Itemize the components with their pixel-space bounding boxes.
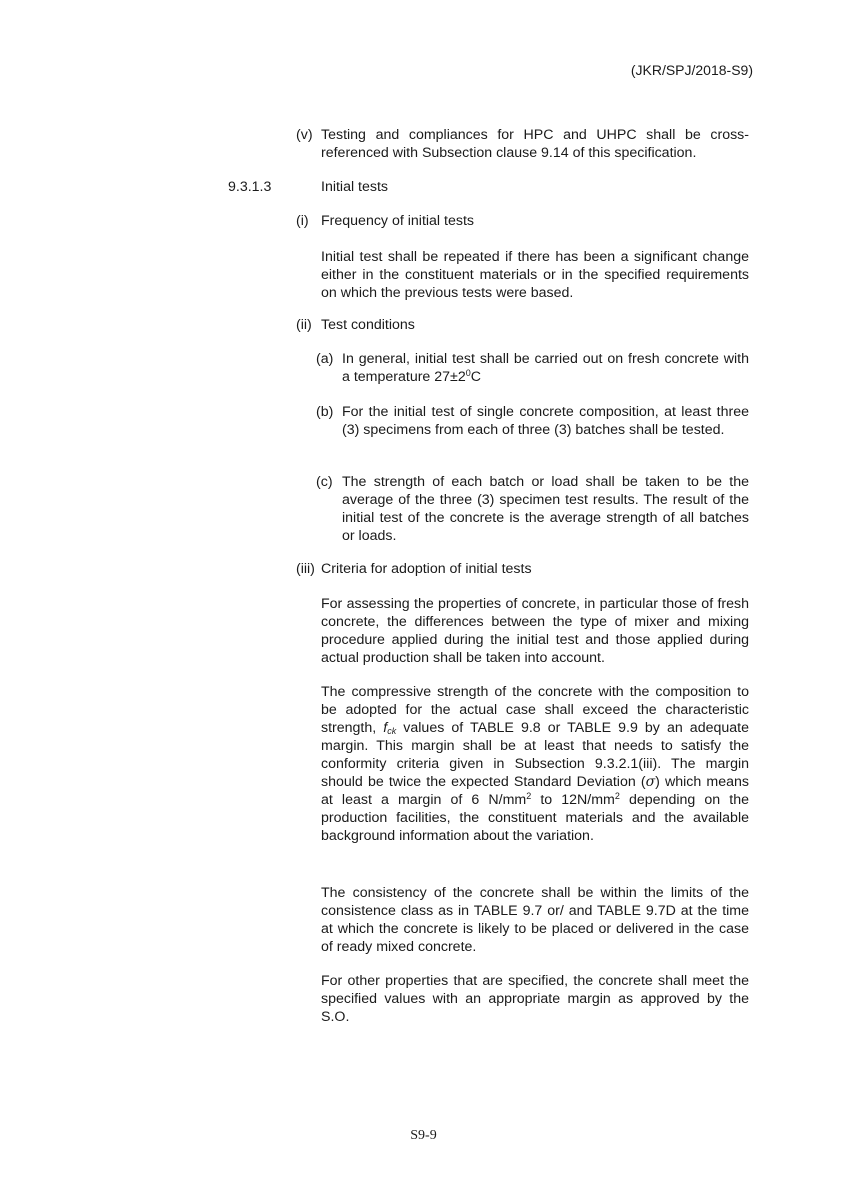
item-v-text: Testing and compliances for HPC and UHPC shall be cross-referenced with Subsection clause 9.14 of this specification.: [321, 127, 749, 161]
item-iii-paragraph-4: For other properties that are specified, the concrete shall meet the specified values with an appropriate margin as approved by the S.O.: [321, 973, 749, 1025]
item-iii-paragraph-1: For assessing the properties of concrete, in particular those of fresh concrete, the differences between the type of mixer and mixing procedure applied during the initial test and those applied during actual production shall be taken into account.: [321, 596, 749, 666]
item-ii-a-text: In general, initial test shall be carried out on fresh concrete with a temperature $27\pm 2^0C$: [342, 351, 749, 385]
item-iii-title: Criteria for adoption of initial tests: [321, 561, 532, 577]
sigma-symbol: σ: [645, 774, 656, 790]
item-iii-paragraph-2: The compressive strength of the concrete with the composition to be adopted for the actual case shall exceed the characteristic strength, $f_{ck}$ values of TABLE 9.8 or TABLE 9.9 by an adequate margin. This margin shall be at least that needs to satisfy the conformity criteria given in Subsection 9.3.2.1(iii). The margin should be twice the expected Standard Deviation (σ) which means at least a margin of 6 $N/mm^2$ to $12N/mm^2$ depending on the production facilities, the constituent materials and the available background information about the variation.: [321, 684, 749, 844]
item-i-label: (i): [296, 213, 309, 229]
item-v-label: (v): [296, 127, 313, 143]
item-ii-label: (ii): [296, 317, 312, 333]
item-ii-title: Test conditions: [321, 317, 415, 333]
item-ii-a-label: (a): [316, 351, 334, 367]
item-iii-label: (iii): [296, 561, 315, 577]
item-ii-b-label: (b): [316, 404, 334, 420]
item-ii-b-text: For the initial test of single concrete composition, at least three (3) specimens from each of three (3) batches shall be tested.: [342, 404, 749, 438]
item-ii-c-label: (c): [316, 474, 333, 490]
item-iii-paragraph-3: The consistency of the concrete shall be within the limits of the consistence class as in TABLE 9.7 or/ and TABLE 9.7D at the time at which the concrete is likely to be placed or delivered in the case of ready mixed concrete.: [321, 885, 749, 955]
page-number: S9-9: [410, 1128, 437, 1143]
section-title: Initial tests: [321, 179, 389, 195]
document-reference: (JKR/SPJ/2018-S9): [630, 62, 753, 78]
item-ii-c-text: The strength of each batch or load shall be taken to be the average of the three (3) specimen test results. The result of the initial test of the concrete is the average strength of all batches or loads.: [342, 474, 749, 544]
item-i-title: Frequency of initial tests: [321, 213, 474, 229]
section-number: 9.3.1.3: [228, 179, 272, 195]
item-i-text: Initial test shall be repeated if there has been a significant change either in the constituent materials or in the specified requirements on which the previous tests were based.: [321, 249, 749, 301]
